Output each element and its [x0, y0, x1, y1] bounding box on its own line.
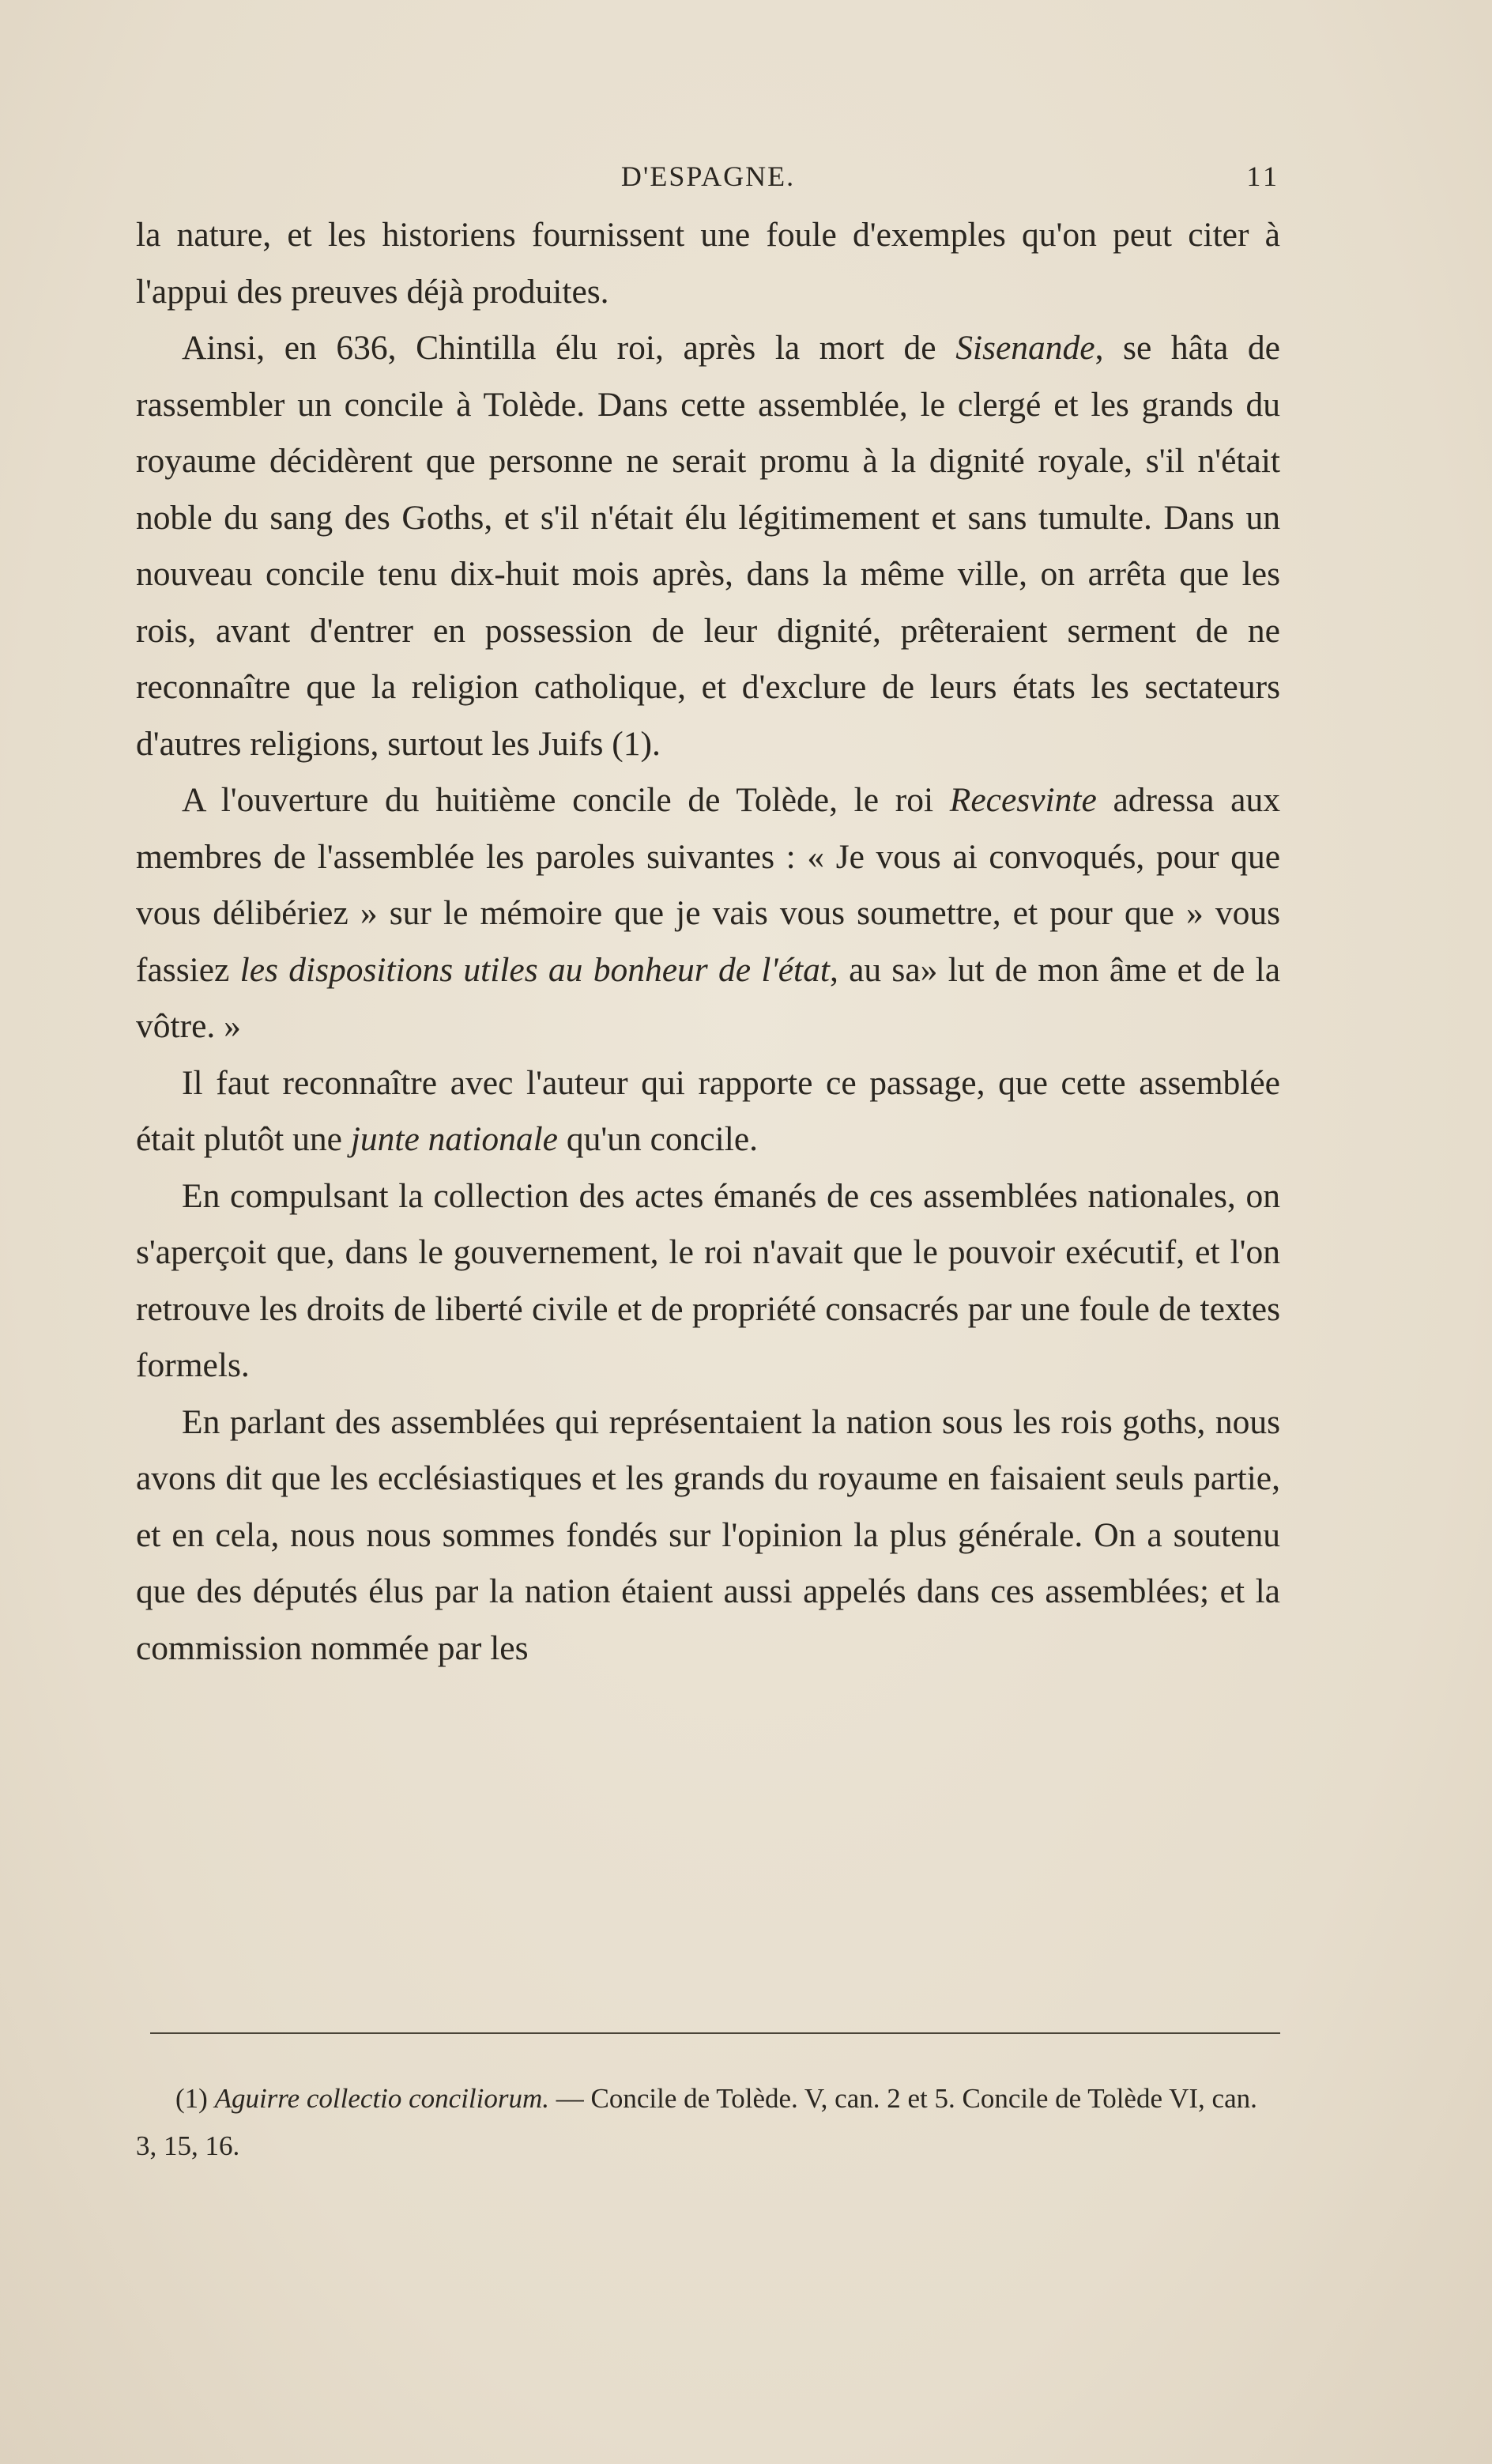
- name-recesvinte: Recesvinte: [949, 781, 1097, 819]
- paragraph-3-text-a: A l'ouverture du huitième concile de Tolède, le roi: [182, 781, 950, 819]
- paragraph-4: [136, 1055, 1280, 1168]
- italic-phrase-dispositions: les dispositions utiles au bonheur de l'état: [239, 950, 830, 989]
- paragraph-5: En compulsant la collection des actes émanés de ces assemblées nationales, on s'aperçoit que, dans le gouvernement, le roi n'avait que le pouvoir exécutif, et l'on retrouve les droits de liberté civile et de propriété consacrés par une foule de textes formels.: [136, 1176, 1280, 1384]
- page-number: 11: [1246, 160, 1280, 192]
- paragraph-2-text-c: , se hâta de rassembler un concile à Tolède. Dans cette assemblée, le clergé et les grands du royaume décidèrent que personne ne serait promu à la dignité royale, s'il n'était noble du sang des Goths, et s'il n'était élu légitimement et sans tumulte. Dans un nouveau concile tenu dix-huit mois après, dans la même ville, on arrêta que les rois, avant d'entrer en possession de leur dignité, prêteraient serment de ne reconnaître que la religion catholique, et d'exclure de leurs états les sectateurs d'autres religions, surtout les Juifs (1).: [136, 329, 1280, 763]
- italic-phrase-junte: junte nationale: [350, 1120, 558, 1158]
- paragraph-3-text-e: , au sa» lut de mon âme et de la vôtre. »: [136, 950, 1280, 1045]
- paragraph-4-text-a: Il faut reconnaître avec l'auteur qui rapporte ce passage, que cette assemblée était plutôt une: [136, 1063, 1280, 1158]
- name-sisenande: Sisenande: [955, 329, 1095, 367]
- footnote-text: [136, 2075, 1280, 2170]
- footnote-rule: [150, 2032, 1280, 2034]
- paragraph-2-text-a: Ainsi, en 636, Chintilla élu roi, après la mort de: [182, 329, 956, 367]
- paragraph-3: [136, 772, 1280, 1055]
- paragraph-4-text-c: qu'un concile.: [557, 1120, 759, 1158]
- paragraph-3-text-c: adressa aux membres de l'assemblée les paroles suivantes : « Je vous ai convoqués, pour que vous délibériez » sur le mémoire que je vais vous soumettre, et pour que » vous fassiez: [136, 781, 1280, 989]
- page-header: [136, 152, 1280, 207]
- running-head: D'ESPAGNE.: [620, 160, 796, 192]
- footnote-marker: (1): [175, 2083, 215, 2114]
- paragraph-6: En parlant des assemblées qui représentaient la nation sous les rois goths, nous avons dit que les ecclésiastiques et les grands du royaume en faisaient seuls partie, et en cela, nous nous sommes fondés sur l'opinion la plus générale. On a soutenu que des députés élus par la nation étaient aussi appelés dans ces assemblées; et la commission nommée par les: [136, 1402, 1280, 1667]
- footnote-rest: — Concile de Tolède. V, can. 2 et 5. Concile de Tolède VI, can. 3, 15, 16.: [136, 2083, 1257, 2161]
- body-text: [136, 207, 1280, 1677]
- paragraph-2: [136, 320, 1280, 772]
- footnote: [136, 2075, 1280, 2170]
- footnote-italic: Aguirre collectio conciliorum.: [214, 2083, 550, 2114]
- paragraph-1: la nature, et les historiens fournissent une foule d'exemples qu'on peut citer à l'appui des preuves déjà produites.: [136, 216, 1280, 311]
